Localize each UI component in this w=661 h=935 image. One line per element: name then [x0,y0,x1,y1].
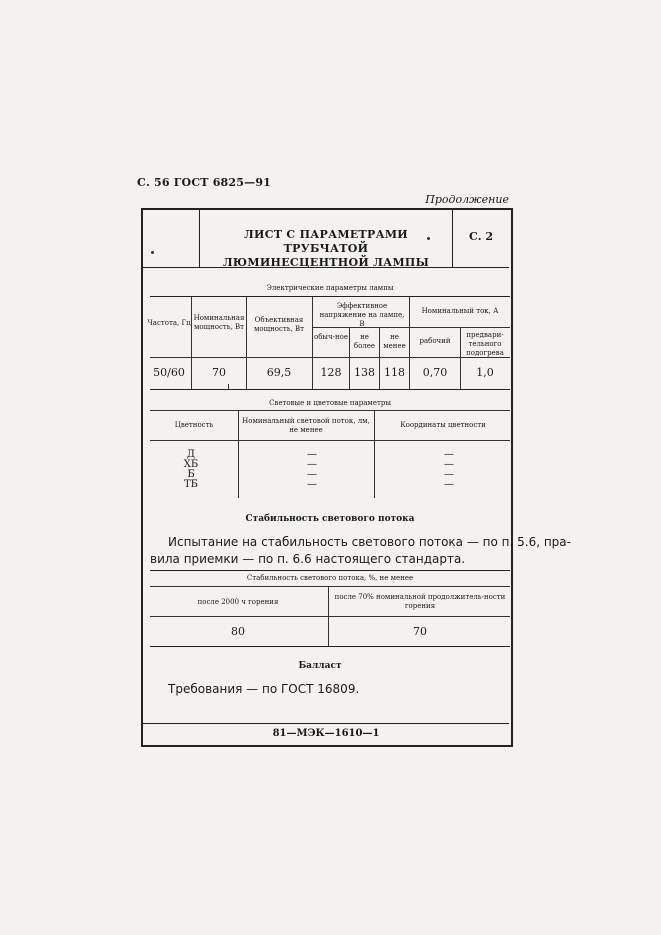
value-voltage-max: 138 [354,366,375,379]
value-current-working: 0,70 [422,366,448,379]
coords-dash: — [444,449,454,460]
sheet-footer-code: 81—МЭК—1610—1 [272,728,380,739]
value-voltage-usual: 128 [320,366,342,379]
sheet-header-divider [143,267,509,268]
sheet-title [205,228,447,270]
light-header-rule [150,440,510,441]
stability-text [150,534,571,568]
mark-dot [427,237,430,240]
header-frequency: Частота, Гц [147,319,191,327]
header-voltage-min: не менее [383,333,406,350]
sheet-title-line1: ЛИСТ С ПАРАМЕТРАМИ ТРУБЧАТОЙ [244,228,408,255]
col-divider [328,586,329,646]
header-voltage-usual: обыч-ное [313,333,348,341]
col-divider [374,410,375,498]
coords-dashes [437,450,461,490]
light-top-rule [150,410,510,411]
stability-top-rule [150,570,510,571]
header-voltage-group: Эффективное напряжение на лампе, В [319,302,405,328]
stability-col1-header: после 2000 ч горения [197,598,279,606]
color-list [176,450,206,490]
header-objective-power: Объективная мощность, Вт [253,316,305,333]
sheet-header-left-box [143,210,200,267]
coords-dash: — [444,459,454,470]
col-divider [238,410,239,498]
value-voltage-min: 118 [384,366,405,379]
value-objective-power: 69,5 [266,366,292,379]
stability-bottom-rule [150,646,510,647]
page-header: С. 56 ГОСТ 6825—91 [137,176,272,189]
col-divider [409,297,410,389]
color-item: Д [186,449,196,460]
header-rated-power: Номинальная мощность, Вт [193,314,245,331]
header-current-working: рабочий [419,337,451,345]
flux-dashes [300,450,324,490]
stability-text-line: Испытание на стабильность светового потока — по п. 5.6, пра- [168,535,571,549]
electrical-caption: Электрические параметры лампы [266,284,394,292]
ballast-text: Требования — по ГОСТ 16809. [168,682,360,696]
stability-caption-rule [150,586,510,587]
header-current-preheat: предвари-тельного подогрева [466,331,504,357]
value-current-preheat: 1,0 [476,366,494,379]
color-item: Б [187,469,195,480]
header-color: Цветность [174,421,214,429]
header-flux: Номинальный световой поток, лм, не менее [242,417,370,434]
col-divider [191,297,192,389]
header-current-group: Номинальный ток, А [421,307,499,315]
color-item: ХБ [183,459,199,470]
header-voltage-max: не более [353,333,376,350]
flux-dash: — [307,449,317,460]
flux-dash: — [307,479,317,490]
flux-dash: — [307,469,317,480]
electrical-header-rule [150,357,510,358]
value-rated-power: 70 [212,366,226,379]
light-caption: Световые и цветовые параметры [269,399,391,407]
footer-rule [143,723,509,724]
electrical-top-rule [150,296,510,297]
flux-dash: — [307,459,317,470]
scan-mark [228,384,229,390]
coords-dash: — [444,479,454,490]
stability-text-line: вила приемки — по п. 6.6 настоящего стандарта. [150,552,466,566]
mark-dot [151,251,154,254]
stability-header-rule [150,616,510,617]
stability-heading: Стабильность светового потока [245,514,415,524]
continuation-label: Продолжение [425,193,509,206]
sheet-page-number: С. 2 [468,230,494,243]
col-divider [246,297,247,389]
electrical-bottom-rule [150,389,510,390]
stability-value-2000h: 80 [231,625,245,638]
header-coords: Координаты цветности [400,421,486,429]
value-frequency: 50/60 [153,366,185,379]
color-item: ТБ [183,479,199,490]
sheet-title-line2: ЛЮМИНЕСЦЕНТНОЙ ЛАМПЫ [222,256,430,269]
stability-value-70pct: 70 [413,625,427,638]
stability-table-caption: Стабильность светового потока, %, не менее [246,574,414,582]
stability-col2-header: после 70% номинальной продолжитель-ности горения [334,593,506,610]
coords-dash: — [444,469,454,480]
ballast-heading: Балласт [298,661,342,671]
